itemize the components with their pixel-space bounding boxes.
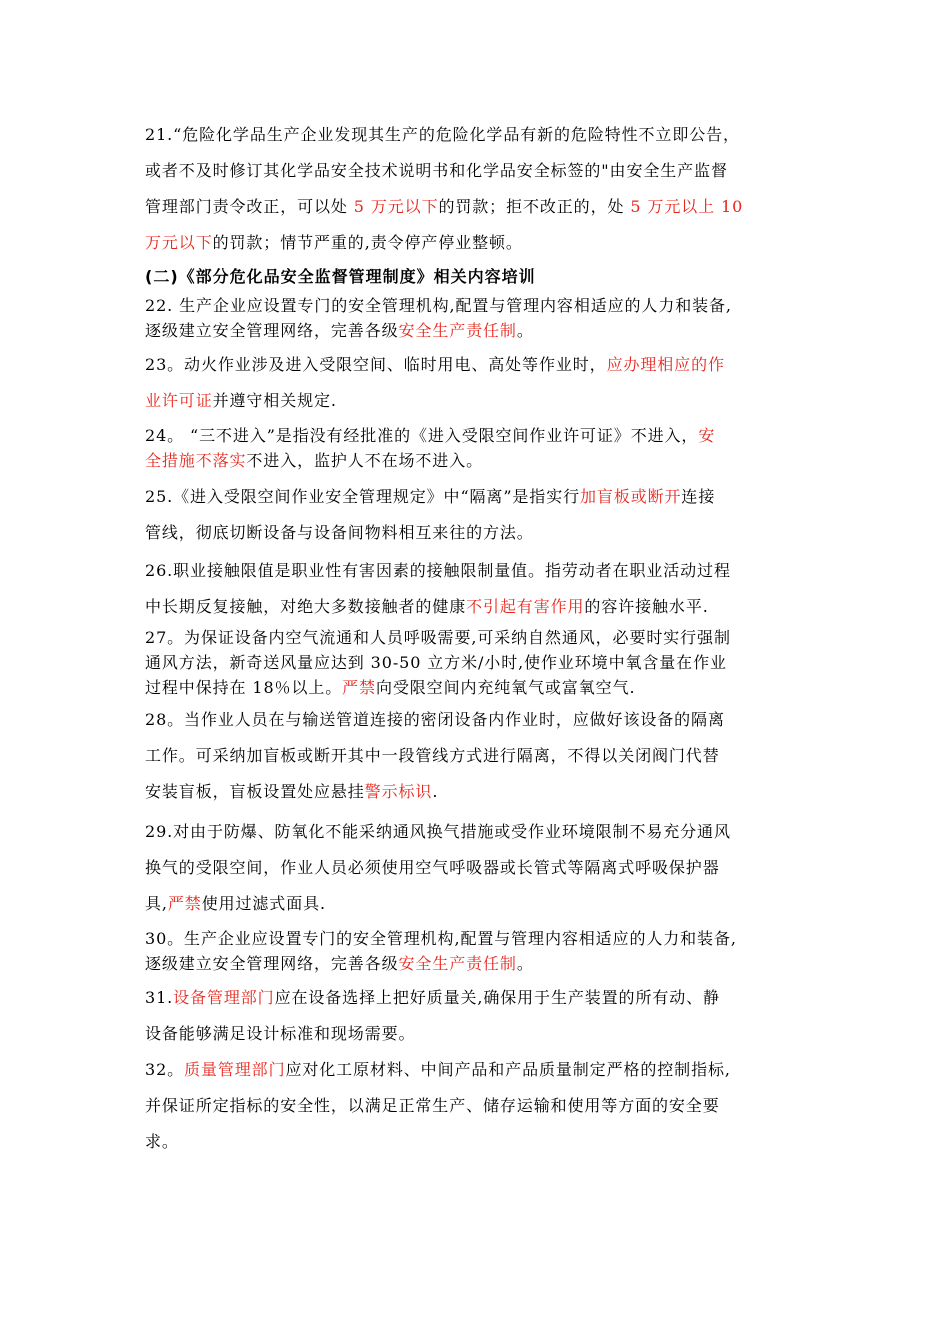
text-segment: 逐级建立安全管理网络，完善各级 xyxy=(145,321,399,340)
document-body xyxy=(145,117,810,1160)
paragraph xyxy=(145,980,810,1052)
text-line xyxy=(145,423,810,448)
text-line xyxy=(145,589,810,625)
text-segment: 26.职业接触限值是职业性有害因素的接触限制量值。指劳动者在职业活动过程 xyxy=(145,561,731,580)
text-segment: 。 xyxy=(516,321,534,340)
text-line xyxy=(145,850,810,886)
text-line xyxy=(145,448,810,473)
text-segment: 并保证所定指标的安全性，以满足正常生产、储存运输和使用等方面的安全要 xyxy=(145,1096,720,1115)
highlighted-text: 严禁 xyxy=(342,678,376,697)
text-segment: 或者不及时修订其化学品安全技术说明书和化学品安全标签的"由安全生产监督 xyxy=(145,161,728,180)
text-line xyxy=(145,1016,810,1052)
text-line xyxy=(145,318,810,343)
text-segment: 22. 生产企业应设置专门的安全管理机构,配置与管理内容相适应的人力和装备, xyxy=(145,296,732,315)
text-segment: 具, xyxy=(145,894,168,913)
highlighted-text: 5 万元以下 xyxy=(347,197,439,216)
text-line xyxy=(145,738,810,774)
text-line xyxy=(145,479,810,515)
text-segment: 管理部门责令改正，可以处 xyxy=(145,197,348,216)
text-segment: 不进入，监护人不在场不进入。 xyxy=(246,451,484,470)
text-segment: 应对化工原材料、中间产品和产品质量制定严格的控制指标, xyxy=(285,1060,731,1079)
highlighted-text: 严禁 xyxy=(167,894,202,913)
highlighted-text: 不引起有害作用 xyxy=(466,597,585,616)
text-line xyxy=(145,553,810,589)
text-segment: 的罚款；情节严重的,责令停产停业整顿。 xyxy=(212,233,523,252)
text-segment: 32。 xyxy=(145,1060,185,1079)
text-line xyxy=(145,926,810,951)
text-segment: 23。动火作业涉及进入受限空间、临时用电、高处等作业时， xyxy=(145,355,607,374)
highlighted-text: 警示标识 xyxy=(364,782,433,801)
highlighted-text: 全措施不落实 xyxy=(145,451,247,470)
text-segment: 24。 “三不进入”是指没有经批准的《进入受限空间作业许可证》不进入， xyxy=(145,426,699,445)
text-segment: 过程中保持在 18％以上。 xyxy=(145,678,343,697)
text-line xyxy=(145,225,810,261)
text-segment: 31. xyxy=(145,988,174,1007)
text-segment: 管线，彻底切断设备与设备间物料相互来往的方法。 xyxy=(145,523,534,542)
text-line xyxy=(145,980,810,1016)
text-line xyxy=(145,1088,810,1124)
highlighted-text: 安 xyxy=(698,426,716,445)
section-heading: (二)《部分危化品安全监督管理制度》相关内容培训 xyxy=(145,267,536,286)
text-segment: 通风方法，新奇送风量应达到 30-50 立方米/小时,使作业环境中氧含量在作业 xyxy=(145,653,727,672)
text-segment: . xyxy=(432,782,439,801)
paragraph xyxy=(145,1052,810,1160)
highlighted-text: 5 万元以上 10 xyxy=(624,197,744,216)
text-segment: 向受限空间内充纯氧气或富氧空气. xyxy=(375,678,636,697)
highlighted-text: 质量管理部门 xyxy=(184,1060,286,1079)
text-line xyxy=(145,814,810,850)
paragraph xyxy=(145,625,810,700)
text-segment: 求。 xyxy=(145,1132,179,1151)
text-line xyxy=(145,774,810,810)
text-line xyxy=(145,293,810,318)
text-segment: 29.对由于防爆、防氧化不能采纳通风换气措施或受作业环境限制不易充分通风 xyxy=(145,822,731,841)
text-line xyxy=(145,650,810,675)
text-segment: 。 xyxy=(516,954,534,973)
text-segment: 27。为保证设备内空气流通和人员呼吸需要,可采纳自然通风，必要时实行强制 xyxy=(145,628,731,647)
highlighted-text: 安全生产责任制 xyxy=(398,954,517,973)
text-line xyxy=(145,515,810,551)
text-segment: 30。生产企业应设置专门的安全管理机构,配置与管理内容相适应的人力和装备, xyxy=(145,929,737,948)
paragraph xyxy=(145,926,810,976)
paragraph xyxy=(145,117,810,261)
text-line xyxy=(145,153,810,189)
highlighted-text: 业许可证 xyxy=(145,391,213,410)
text-segment: 工作。可采纳加盲板或断开其中一段管线方式进行隔离，不得以关闭阀门代替 xyxy=(145,746,720,765)
text-line xyxy=(145,347,810,383)
text-segment: 并遵守相关规定. xyxy=(212,391,337,410)
text-line xyxy=(145,951,810,976)
text-segment: 逐级建立安全管理网络，完善各级 xyxy=(145,954,399,973)
highlighted-text: 安全生产责任制 xyxy=(398,321,517,340)
highlighted-text: 加盲板或断开 xyxy=(580,487,682,506)
text-line xyxy=(145,886,810,922)
paragraph xyxy=(145,702,810,810)
highlighted-text: 设备管理部门 xyxy=(173,988,275,1007)
text-line xyxy=(145,189,810,225)
paragraph xyxy=(145,553,810,625)
text-line xyxy=(145,383,810,419)
text-segment: 连接 xyxy=(681,487,716,506)
text-segment: 21.“危险化学品生产企业发现其生产的危险化学品有新的危险特性不立即公告， xyxy=(145,125,740,144)
paragraph xyxy=(145,347,810,419)
text-line xyxy=(145,625,810,650)
text-segment: 使用过滤式面具. xyxy=(201,894,326,913)
text-segment: 应在设备选择上把好质量关,确保用于生产装置的所有动、静 xyxy=(274,988,720,1007)
text-segment: 的罚款；拒不改正的，处 xyxy=(438,197,625,216)
text-segment: 设备能够满足设计标准和现场需要。 xyxy=(145,1024,416,1043)
text-line xyxy=(145,1052,810,1088)
text-segment: 中长期反复接触，对绝大多数接触者的健康 xyxy=(145,597,467,616)
text-segment: 的容许接触水平. xyxy=(584,597,709,616)
text-line xyxy=(145,1124,810,1160)
paragraph xyxy=(145,479,810,551)
text-segment: 换气的受限空间，作业人员必须使用空气呼吸器或长管式等隔离式呼吸保护器 xyxy=(145,858,720,877)
paragraph xyxy=(145,423,810,473)
text-segment: 25.《进入受限空间作业安全管理规定》中“隔离”是指实行 xyxy=(145,487,581,506)
paragraph xyxy=(145,814,810,922)
text-line xyxy=(145,117,810,153)
paragraph xyxy=(145,293,810,343)
highlighted-text: 应办理相应的作 xyxy=(606,355,725,374)
highlighted-text: 万元以下 xyxy=(145,233,213,252)
text-line xyxy=(145,675,810,700)
text-line xyxy=(145,702,810,738)
text-segment: 28。当作业人员在与输送管道连接的密闭设备内作业时，应做好该设备的隔离 xyxy=(145,710,725,729)
text-segment: 安装盲板，盲板设置处应悬挂 xyxy=(145,782,365,801)
